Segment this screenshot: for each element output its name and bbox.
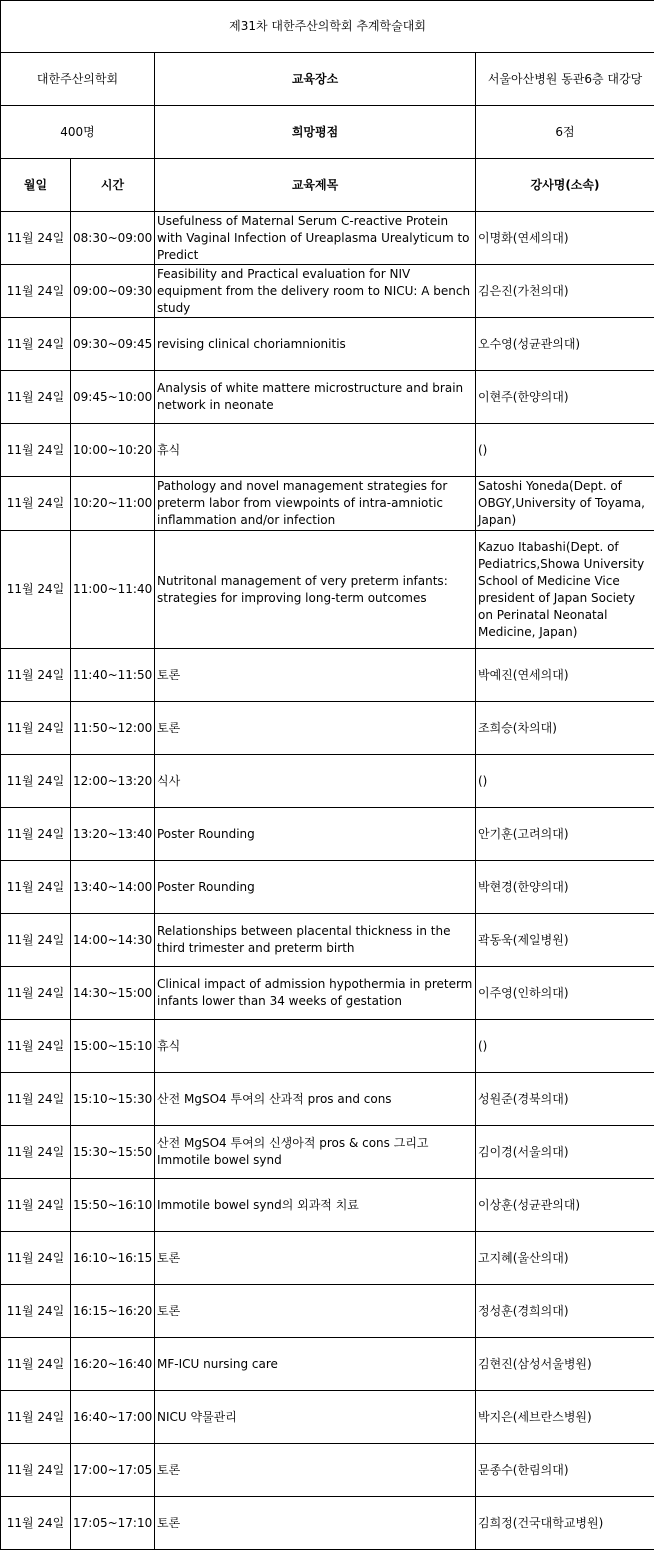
session-speaker: () [476,755,654,808]
session-title: 토론 [155,1444,476,1497]
session-title: Analysis of white mattere microstructure and brain network in neonate [155,371,476,424]
table-row [1,212,654,265]
session-time: 09:00~09:30 [71,265,155,318]
session-date: 11월 24일 [1,265,71,318]
session-time: 14:00~14:30 [71,914,155,967]
session-date: 11월 24일 [1,1391,71,1444]
session-title: Relationships between placental thickness in the third trimester and preterm birth [155,914,476,967]
session-date: 11월 24일 [1,1073,71,1126]
session-time: 16:40~17:00 [71,1391,155,1444]
session-time: 11:40~11:50 [71,649,155,702]
table-row [1,755,654,808]
session-title: 휴식 [155,424,476,477]
table-row [1,914,654,967]
session-date: 11월 24일 [1,1338,71,1391]
table-row [1,702,654,755]
table-row [1,1497,654,1550]
session-title: 토론 [155,649,476,702]
session-title: Poster Rounding [155,808,476,861]
table-row [1,477,654,531]
column-header-row [1,159,654,212]
session-time: 10:20~11:00 [71,477,155,531]
session-time: 17:05~17:10 [71,1497,155,1550]
session-date: 11월 24일 [1,477,71,531]
session-speaker: 이상훈(성균관의대) [476,1179,654,1232]
session-time: 09:30~09:45 [71,318,155,371]
session-time: 15:00~15:10 [71,1020,155,1073]
table-row [1,808,654,861]
session-speaker: () [476,1020,654,1073]
session-speaker: 김현진(삼성서울병원) [476,1338,654,1391]
session-speaker: Kazuo Itabashi(Dept. of Pediatrics,Showa University School of Medicine Vice president of Japan Society on Perinatal Neonatal Medicine, Japan) [476,531,654,649]
session-speaker: 오수영(성균관의대) [476,318,654,371]
session-date: 11월 24일 [1,318,71,371]
table-row [1,649,654,702]
credits-value: 6점 [476,106,654,159]
session-title: Usefulness of Maternal Serum C-reactive Protein with Vaginal Infection of Ureaplasma Urealyticum to Predict [155,212,476,265]
session-date: 11월 24일 [1,1497,71,1550]
session-date: 11월 24일 [1,212,71,265]
table-row [1,1232,654,1285]
table-row [1,318,654,371]
session-speaker: 박현경(한양의대) [476,861,654,914]
session-date: 11월 24일 [1,424,71,477]
session-speaker: Satoshi Yoneda(Dept. of OBGY,University of Toyama, Japan) [476,477,654,531]
session-speaker: 고지혜(울산의대) [476,1232,654,1285]
session-speaker: 안기훈(고려의대) [476,808,654,861]
session-date: 11월 24일 [1,1179,71,1232]
session-title: Poster Rounding [155,861,476,914]
table-row [1,531,654,649]
session-speaker: () [476,424,654,477]
session-title: 산전 MgSO4 투여의 산과적 pros and cons [155,1073,476,1126]
table-row [1,861,654,914]
session-time: 17:00~17:05 [71,1444,155,1497]
session-speaker: 이주영(인하의대) [476,967,654,1020]
session-title: 토론 [155,1497,476,1550]
session-time: 13:40~14:00 [71,861,155,914]
session-speaker: 김이경(서울의대) [476,1126,654,1179]
event-title: 제31차 대한주산의학회 추계학술대회 [1,1,654,53]
session-time: 16:20~16:40 [71,1338,155,1391]
session-speaker: 성원준(경북의대) [476,1073,654,1126]
session-date: 11월 24일 [1,861,71,914]
capacity: 400명 [1,106,155,159]
session-title: MF-ICU nursing care [155,1338,476,1391]
column-header-time: 시간 [71,159,155,212]
session-time: 15:10~15:30 [71,1073,155,1126]
session-date: 11월 24일 [1,1020,71,1073]
session-title: Feasibility and Practical evaluation for NIV equipment from the delivery room to NICU: A bench study [155,265,476,318]
session-time: 10:00~10:20 [71,424,155,477]
session-speaker: 정성훈(경희의대) [476,1285,654,1338]
session-time: 16:10~16:15 [71,1232,155,1285]
session-speaker: 박예진(연세의대) [476,649,654,702]
venue-value: 서울아산병원 동관6층 대강당 [476,53,654,106]
table-row [1,1338,654,1391]
session-time: 09:45~10:00 [71,371,155,424]
session-time: 16:15~16:20 [71,1285,155,1338]
table-row [1,1444,654,1497]
session-speaker: 문종수(한림의대) [476,1444,654,1497]
session-speaker: 김은진(가천의대) [476,265,654,318]
session-speaker: 곽동욱(제일병원) [476,914,654,967]
table-row [1,1020,654,1073]
table-row [1,371,654,424]
column-header-title: 교육제목 [155,159,476,212]
credits-label: 희망평점 [155,106,476,159]
schedule-body [1,1,654,1550]
session-title: Nutritonal management of very preterm infants: strategies for improving long-term outcomes [155,531,476,649]
session-speaker: 김희정(건국대학교병원) [476,1497,654,1550]
table-row [1,424,654,477]
session-date: 11월 24일 [1,808,71,861]
session-title: 토론 [155,702,476,755]
capacity-row [1,106,654,159]
session-time: 11:50~12:00 [71,702,155,755]
session-title: Immotile bowel synd의 외과적 치료 [155,1179,476,1232]
session-speaker: 이현주(한양의대) [476,371,654,424]
session-time: 13:20~13:40 [71,808,155,861]
table-row [1,1285,654,1338]
session-title: 휴식 [155,1020,476,1073]
event-title-row [1,1,654,53]
table-row [1,967,654,1020]
session-date: 11월 24일 [1,1232,71,1285]
session-date: 11월 24일 [1,531,71,649]
session-title: NICU 약물관리 [155,1391,476,1444]
session-time: 08:30~09:00 [71,212,155,265]
session-date: 11월 24일 [1,1126,71,1179]
column-header-date: 월일 [1,159,71,212]
session-title: 식사 [155,755,476,808]
session-date: 11월 24일 [1,914,71,967]
table-row [1,1073,654,1126]
session-speaker: 이명화(연세의대) [476,212,654,265]
session-time: 12:00~13:20 [71,755,155,808]
session-date: 11월 24일 [1,371,71,424]
session-date: 11월 24일 [1,1444,71,1497]
session-date: 11월 24일 [1,967,71,1020]
table-row [1,1126,654,1179]
session-title: Pathology and novel management strategies for preterm labor from viewpoints of intra-amniotic inflammation and/or infection [155,477,476,531]
session-time: 15:30~15:50 [71,1126,155,1179]
session-title: revising clinical choriamnionitis [155,318,476,371]
table-row [1,1391,654,1444]
table-row [1,1179,654,1232]
session-date: 11월 24일 [1,1285,71,1338]
session-time: 15:50~16:10 [71,1179,155,1232]
session-title: 토론 [155,1232,476,1285]
session-speaker: 조희승(차의대) [476,702,654,755]
session-title: Clinical impact of admission hypothermia in preterm infants lower than 34 weeks of gestation [155,967,476,1020]
session-date: 11월 24일 [1,649,71,702]
session-date: 11월 24일 [1,702,71,755]
session-time: 11:00~11:40 [71,531,155,649]
session-time: 14:30~15:00 [71,967,155,1020]
session-date: 11월 24일 [1,755,71,808]
venue-label: 교육장소 [155,53,476,106]
venue-row [1,53,654,106]
session-title: 산전 MgSO4 투여의 신생아적 pros & cons 그리고 Immotile bowel synd [155,1126,476,1179]
session-title: 토론 [155,1285,476,1338]
column-header-speaker: 강사명(소속) [476,159,654,212]
table-row [1,265,654,318]
session-speaker: 박지은(세브란스병원) [476,1391,654,1444]
organizer: 대한주산의학회 [1,53,155,106]
